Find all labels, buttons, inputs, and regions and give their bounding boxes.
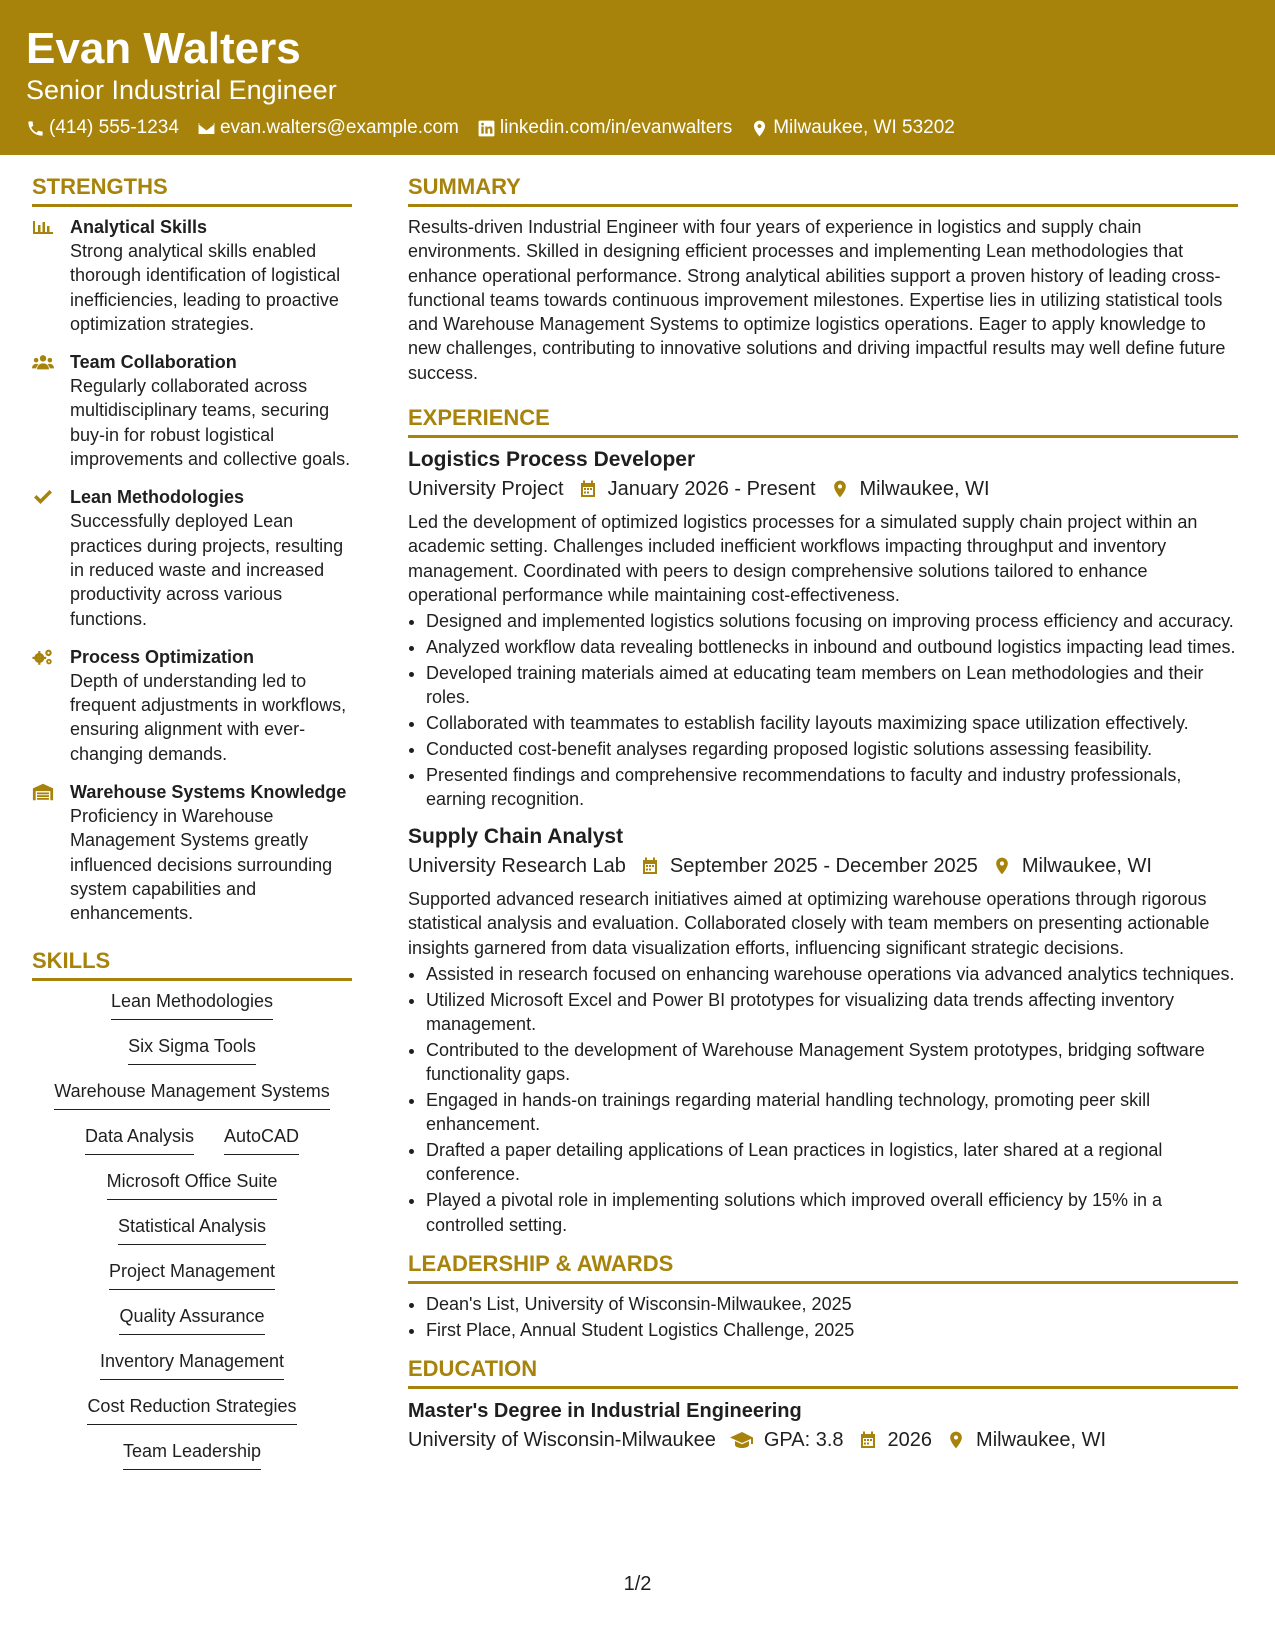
graduation-cap-icon <box>730 1430 754 1450</box>
skill-tag: Inventory Management <box>100 1349 284 1380</box>
strength-title: Analytical Skills <box>70 217 208 237</box>
skill-tag: AutoCAD <box>224 1124 299 1155</box>
bullet-item: • Collaborated with teammates to establish facility layouts maximizing space utilization effectively. <box>426 711 1238 735</box>
skill-tag: Cost Reduction Strategies <box>87 1394 296 1425</box>
bullet-item: • Utilized Microsoft Excel and Power BI prototypes for visualizing data trends affecting inventory management. <box>426 988 1238 1037</box>
awards-list <box>408 1292 1238 1342</box>
users-icon <box>32 352 54 372</box>
strengths-heading: STRENGTHS <box>32 172 352 207</box>
strength-title: Team Collaboration <box>70 352 237 373</box>
email-link[interactable]: evan.walters@example.com <box>219 117 459 138</box>
job-location: Milwaukee, WI <box>1021 855 1152 878</box>
skill-tag: Data Analysis <box>85 1124 194 1155</box>
bullet-item: • Developed training materials aimed at educating team members on Lean methodologies and their roles. <box>426 661 1238 710</box>
bullet-item: • Played a pivotal role in implementing solutions which improved overall efficiency by 15% in a controlled setting. <box>426 1188 1238 1237</box>
skills-heading: SKILLS <box>32 946 352 981</box>
bullet-item: • Drafted a paper detailing applications of Lean practices in logistics, later shared at a regional conference. <box>426 1138 1238 1187</box>
strength-item <box>32 350 352 471</box>
phone-text: (414) 555-1234 <box>49 117 179 138</box>
strength-desc: Successfully deployed Lean practices during projects, resulting in reduced waste and increased productivity across various functions. <box>70 511 344 629</box>
bullet-item: • Assisted in research focused on enhancing warehouse operations via advanced analytics techniques. <box>426 962 1238 986</box>
job-dates: January 2026 - Present <box>607 478 816 501</box>
job-description: Led the development of optimized logistics processes for a simulated supply chain project within an academic setting. Challenges included inefficient workflows impacting throughput and inventory management. Coordinated with peers to design comprehensive solutions tailored to enhance operational performance while maintaining cost-effectiveness. <box>408 512 1198 605</box>
strength-item <box>32 485 352 630</box>
skill-tag: Statistical Analysis <box>118 1214 266 1245</box>
skill-tag: Lean Methodologies <box>111 989 273 1020</box>
calendar-icon <box>578 479 598 499</box>
candidate-name: Evan Walters <box>26 24 301 73</box>
contact-bar <box>26 114 955 142</box>
map-pin-icon <box>946 1430 966 1450</box>
contact-location <box>750 114 955 142</box>
strength-title: Process Optimization <box>70 646 255 667</box>
strength-item <box>32 645 352 766</box>
strength-desc: Strong analytical skills enabled thorough identification of logistical inefficiencies, leading to proactive optimization strategies. <box>70 241 341 334</box>
strength-item <box>32 215 352 336</box>
job-location: Milwaukee, WI <box>859 478 990 501</box>
bullet-item: • Conducted cost-benefit analyses regarding proposed logistic solutions assessing feasibility. <box>426 737 1238 761</box>
award-item: • First Place, Annual Student Logistics Challenge, 2025 <box>426 1318 1238 1342</box>
bullet-item: • Contributed to the development of Warehouse Management System prototypes, bridging software functionality gaps. <box>426 1038 1238 1087</box>
linkedin-icon <box>477 119 496 138</box>
linkedin-link[interactable]: linkedin.com/in/evanwalters <box>499 117 733 138</box>
bullet-item: • Designed and implemented logistics solutions focusing on improving process efficiency and accuracy. <box>426 609 1238 633</box>
degree-title: Master's Degree in Industrial Engineering <box>408 1399 802 1422</box>
right-column <box>408 172 1238 1461</box>
check-icon <box>32 487 54 507</box>
map-pin-icon <box>992 856 1012 876</box>
job-bullets <box>408 962 1238 1237</box>
job-dates: September 2025 - December 2025 <box>669 855 978 878</box>
job-title: Supply Chain Analyst <box>408 825 624 849</box>
awards-heading: LEADERSHIP & AWARDS <box>408 1249 1238 1284</box>
chart-bar-icon <box>32 217 54 237</box>
cogs-icon <box>32 647 54 667</box>
skill-tag: Team Leadership <box>123 1439 261 1470</box>
strength-title: Lean Methodologies <box>70 487 245 508</box>
location-text: Milwaukee, WI 53202 <box>773 117 955 138</box>
skill-tag: Quality Assurance <box>119 1304 264 1335</box>
calendar-icon <box>640 856 660 876</box>
envelope-icon <box>197 119 216 138</box>
left-column <box>32 172 352 1484</box>
bullet-item: • Engaged in hands-on trainings regarding material handling technology, promoting peer skill enhancement. <box>426 1088 1238 1137</box>
education-location: Milwaukee, WI <box>976 1428 1107 1451</box>
job-bullets <box>408 609 1238 811</box>
skills-list <box>32 989 352 1484</box>
education-heading: EDUCATION <box>408 1354 1238 1389</box>
skill-tag: Project Management <box>109 1259 275 1290</box>
resume-header <box>0 0 1275 155</box>
skill-tag: Six Sigma Tools <box>128 1034 256 1065</box>
strength-title: Warehouse Systems Knowledge <box>70 782 347 803</box>
strength-desc: Depth of understanding led to frequent adjustments in workflows, ensuring alignment with ever-changing demands. <box>70 670 347 764</box>
summary-text: Results-driven Industrial Engineer with four years of experience in logistics and supply chain environments. Skilled in designing efficient processes and implementing Lean methodologies that enhance operational performance. Strong analytical abilities support a proven history of leading cross-functional teams towards continuous improvement milestones. Expertise lies in utilizing statistical tools and Warehouse Management Systems to optimize logistics operations. Eager to apply knowledge to new challenges, contributing to innovative solutions and driving impactful results may well define future success. <box>408 217 1226 383</box>
job-entry <box>408 823 1238 1237</box>
candidate-headline: Senior Industrial Engineer <box>26 75 337 105</box>
job-title: Logistics Process Developer <box>408 448 696 472</box>
skill-tag: Microsoft Office Suite <box>107 1169 278 1200</box>
award-item: • Dean's List, University of Wisconsin-Milwaukee, 2025 <box>426 1292 1238 1316</box>
bullet-item: • Presented findings and comprehensive recommendations to faculty and industry professionals, earning recognition. <box>426 763 1238 812</box>
job-meta <box>408 851 1238 881</box>
job-meta <box>408 474 1238 504</box>
map-pin-icon <box>750 119 769 138</box>
job-org: University Research Lab <box>408 855 626 878</box>
calendar-icon <box>858 1430 878 1450</box>
education-meta <box>408 1425 1238 1455</box>
map-pin-icon <box>830 479 850 499</box>
page-number: 1/2 <box>623 1573 652 1595</box>
strength-item <box>32 780 352 925</box>
summary-heading: SUMMARY <box>408 172 1238 207</box>
school-name: University of Wisconsin-Milwaukee <box>408 1428 716 1451</box>
gpa-text: GPA: 3.8 <box>763 1428 844 1451</box>
graduation-year: 2026 <box>887 1428 933 1451</box>
strength-desc: Proficiency in Warehouse Management Systems greatly influenced decisions surrounding system capabilities and enhancements. <box>70 806 333 924</box>
skill-tag: Warehouse Management Systems <box>54 1079 329 1110</box>
contact-phone <box>26 114 179 142</box>
warehouse-icon <box>32 782 54 802</box>
contact-linkedin[interactable] <box>477 114 732 142</box>
job-org: University Project <box>408 478 564 501</box>
job-entry <box>408 446 1238 811</box>
job-description: Supported advanced research initiatives aimed at optimizing warehouse operations through rigorous statistical analysis and evaluation. Collaborated closely with team members on presenting actionable insights garnered from data visualization efforts, influencing significant strategic decisions. <box>408 889 1210 958</box>
phone-icon <box>26 119 45 138</box>
experience-heading: EXPERIENCE <box>408 403 1238 438</box>
strength-desc: Regularly collaborated across multidisciplinary teams, securing buy-in for robust logistical improvements and collective goals. <box>70 376 351 470</box>
contact-email[interactable] <box>197 114 459 142</box>
bullet-item: • Analyzed workflow data revealing bottlenecks in inbound and outbound logistics impacting lead times. <box>426 635 1238 659</box>
